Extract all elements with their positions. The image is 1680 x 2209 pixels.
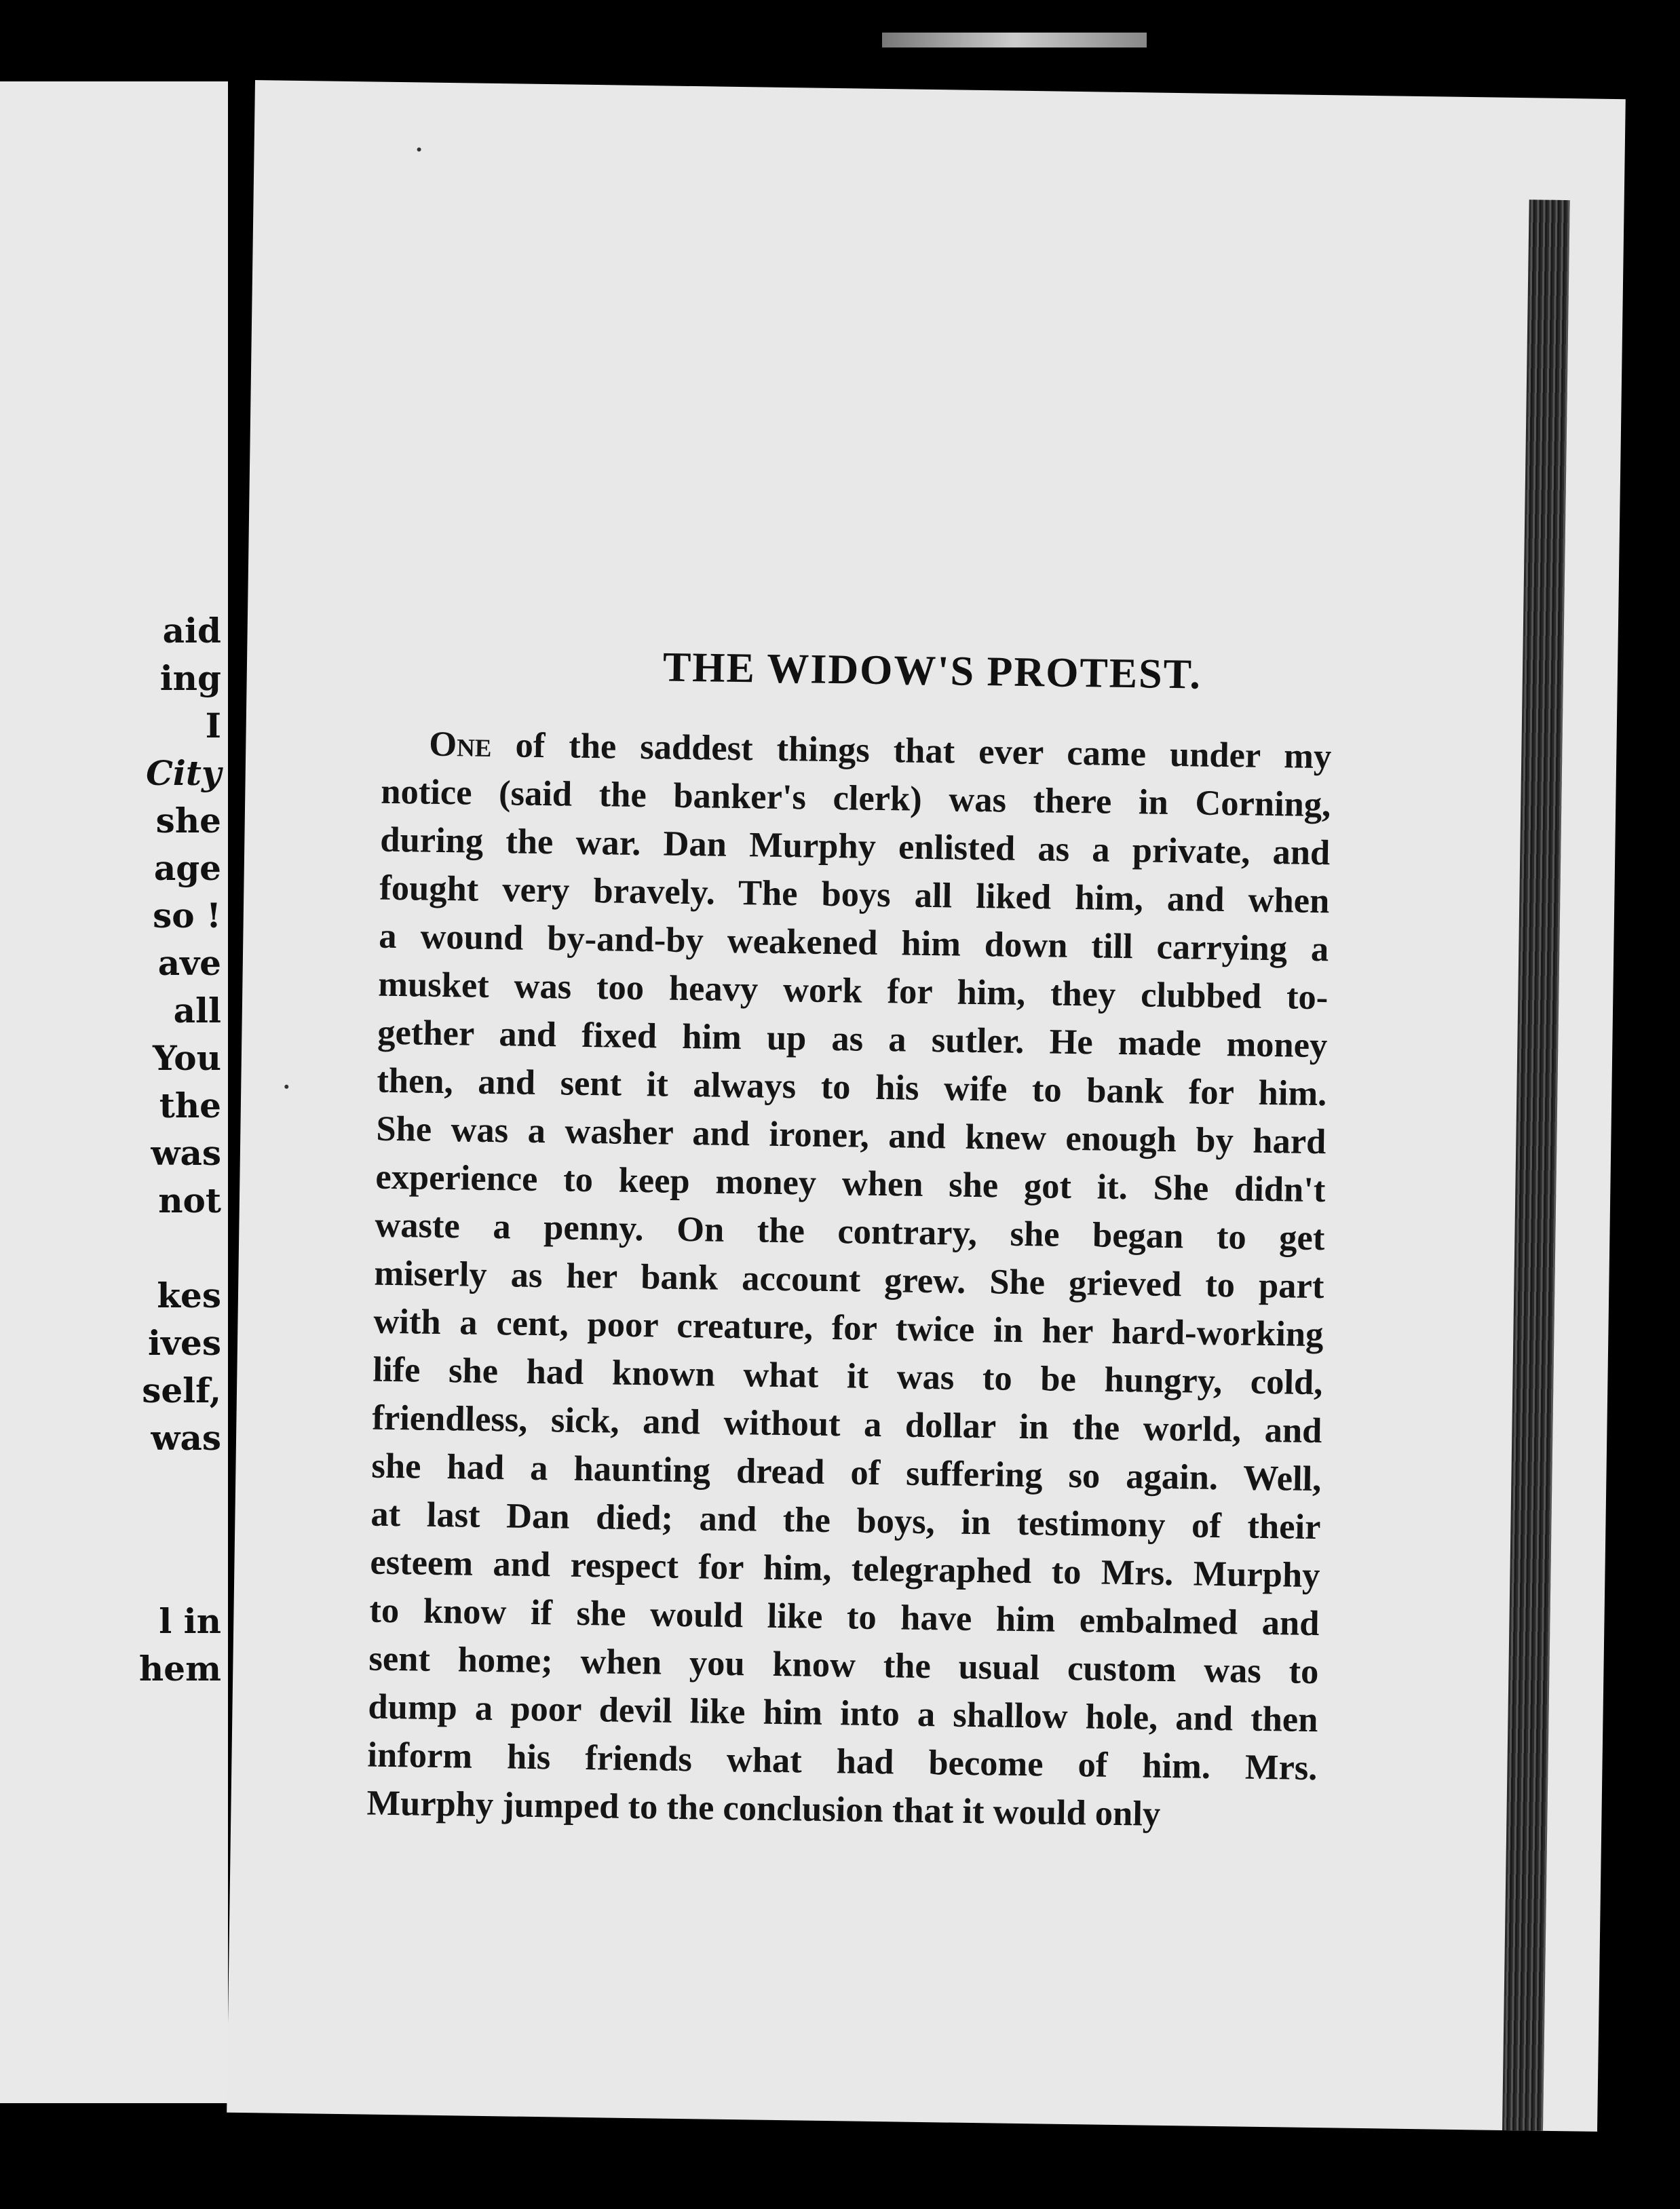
opening-word: One bbox=[428, 724, 493, 765]
left-page-fragment: l in bbox=[159, 1601, 221, 1641]
left-page-fragment: not bbox=[158, 1180, 221, 1221]
left-page-fragment: aid bbox=[162, 611, 221, 651]
text-line: dump a poor devil like him into a shallow hole, and then bbox=[368, 1687, 1318, 1740]
left-page-fragment: kes bbox=[157, 1275, 221, 1315]
left-page-fragment: was bbox=[151, 1418, 221, 1458]
text-line-content: of the saddest things that ever came under my bbox=[491, 725, 1332, 777]
left-page-fragment: she bbox=[155, 801, 221, 841]
text-line: friendless, sick, and without a dollar in the world, and bbox=[372, 1398, 1322, 1451]
left-page-fragment: ing bbox=[159, 658, 221, 698]
text-line: gether and fixed him up as a sutler. He made money bbox=[377, 1012, 1328, 1066]
text-line: Murphy jumped to the conclusion that it would only bbox=[366, 1783, 1161, 1834]
text-line: life she had known what it was to be hungry, cold, bbox=[373, 1349, 1323, 1403]
left-page-fragment: You bbox=[152, 1038, 221, 1078]
left-page-fragment: City bbox=[146, 753, 221, 793]
text-line: with a cent, poor creature, for twice in her hard-working bbox=[373, 1301, 1324, 1355]
scan-mark bbox=[882, 33, 1147, 47]
text-line: during the war. Dan Murphy enlisted as a private, and bbox=[379, 820, 1331, 873]
body-text bbox=[366, 720, 1332, 1841]
text-line: she had a haunting dread of suffering so again. Well, bbox=[371, 1446, 1322, 1499]
left-page-fragment: so ! bbox=[153, 896, 221, 936]
left-page-fragment: I bbox=[205, 706, 221, 746]
text-line: experience to keep money when she got it. She didn't bbox=[375, 1157, 1326, 1210]
text-line: esteem and respect for him, telegraphed to Mrs. Murphy bbox=[370, 1542, 1320, 1596]
text-line: inform his friends what had become of him. Mrs. bbox=[367, 1735, 1318, 1788]
text-line: to know if she would like to have him embalmed and bbox=[369, 1590, 1320, 1644]
right-page bbox=[227, 80, 1626, 2132]
text-line: waste a penny. On the contrary, she began to get bbox=[375, 1205, 1325, 1259]
left-page-fragment: self, bbox=[142, 1370, 221, 1410]
left-page-fragment: ave bbox=[157, 943, 221, 983]
left-page-fragment: was bbox=[151, 1133, 221, 1173]
page-title: THE WIDOW'S PROTEST. bbox=[662, 644, 1202, 698]
left-page-fragment: ives bbox=[147, 1323, 221, 1363]
text-line: then, and sent it always to his wife to bank for him. bbox=[377, 1060, 1327, 1114]
left-page-fragment: hem bbox=[138, 1649, 221, 1689]
text-line: sent home; when you know the usual custom was to bbox=[368, 1638, 1319, 1692]
left-page-fragment: age bbox=[153, 848, 221, 888]
page-edge bbox=[1501, 199, 1570, 2132]
left-page-fragment: all bbox=[173, 991, 221, 1031]
speck bbox=[284, 1085, 288, 1089]
text-line: miserly as her bank account grew. She grieved to part bbox=[374, 1253, 1324, 1307]
text-line: musket was too heavy work for him, they clubbed to- bbox=[378, 964, 1329, 1018]
speck bbox=[417, 147, 421, 151]
text-line: notice (said the banker's clerk) was there in Corning, bbox=[380, 771, 1331, 825]
text-line: fought very bravely. The boys all liked him, and when bbox=[379, 868, 1330, 921]
left-page bbox=[0, 81, 228, 2103]
text-line: at last Dan died; and the boys, in testimony of their bbox=[370, 1494, 1321, 1548]
text-line: a wound by-and-by weakened him down till carrying a bbox=[378, 916, 1329, 969]
left-page-fragment: the bbox=[159, 1086, 221, 1126]
text-line: She was a washer and ironer, and knew enough by hard bbox=[376, 1109, 1326, 1162]
